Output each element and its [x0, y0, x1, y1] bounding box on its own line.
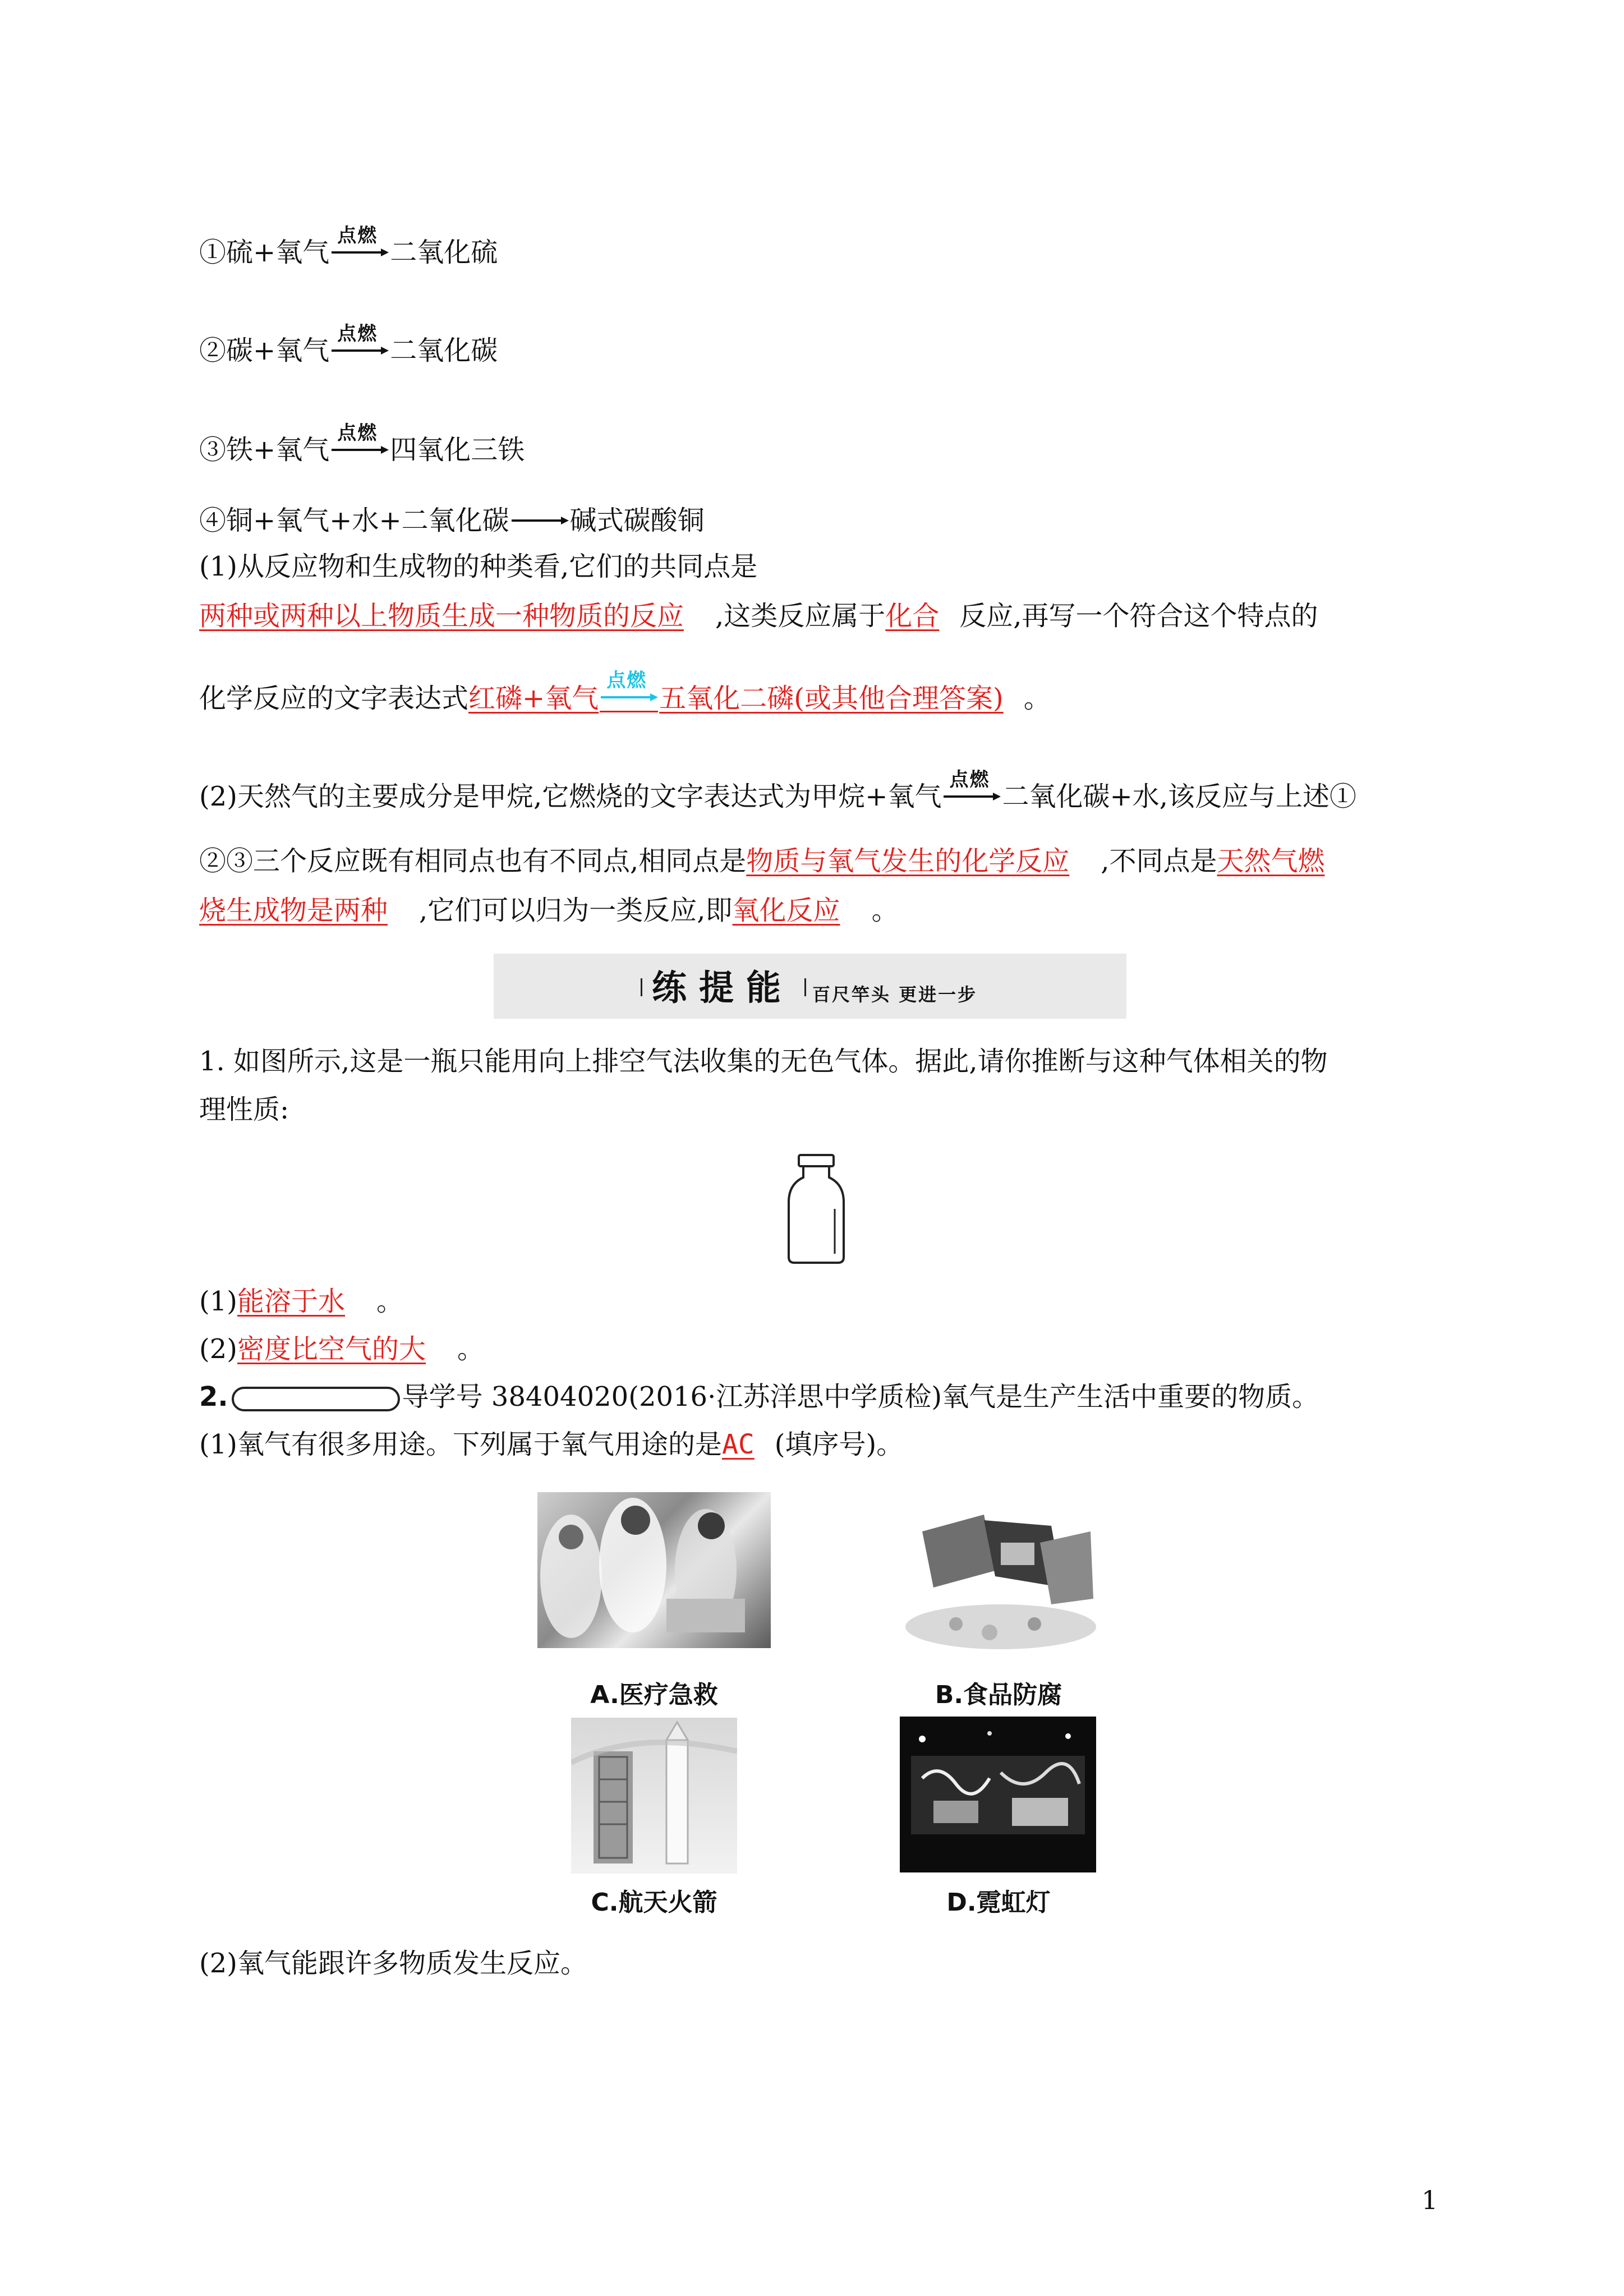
- reaction-arrow-icon: [600, 669, 658, 712]
- equation-1: [199, 224, 498, 269]
- equation-rhs: 二氧化碳: [390, 335, 498, 366]
- equation-rhs: 四氧化三铁: [390, 434, 525, 466]
- question-text: 。: [457, 1333, 485, 1365]
- answer-label: (1): [199, 1286, 237, 1317]
- question-text: 反应,再写一个符合这个特点的: [959, 600, 1318, 632]
- food-preservation-image: [900, 1509, 1096, 1655]
- neon-light-image: [900, 1717, 1096, 1872]
- answer-equation-rhs: 五氧化二磷(或其他合理答案): [659, 683, 1004, 714]
- problem-2-sub1: [199, 1428, 903, 1461]
- equation-rhs: 二氧化硫: [390, 237, 498, 268]
- question-2-line1: [199, 768, 1356, 813]
- answer-equation-lhs: 红磷+氧气: [468, 683, 599, 714]
- equation-lhs: ③铁+氧气: [199, 434, 330, 466]
- answer-difference: 天然气燃: [1217, 845, 1325, 877]
- answer-property: 能溶于水: [237, 1286, 346, 1317]
- answer-similarity: 物质与氧气发生的化学反应: [746, 845, 1070, 877]
- divider: [804, 978, 806, 996]
- equation-2: [199, 322, 498, 367]
- answer-reaction-class: 氧化反应: [732, 895, 840, 926]
- answer-difference: 烧生成物是两种: [199, 895, 388, 926]
- equation-lhs: ④铜+氧气+水+二氧化碳: [199, 505, 509, 536]
- answer-label: (2): [199, 1333, 237, 1365]
- question-text: (填序号)。: [774, 1429, 904, 1460]
- question-1-text: (1)从反应物和生成物的种类看,它们的共同点是: [199, 551, 758, 582]
- reaction-arrow-icon: [510, 512, 569, 534]
- answer-reaction-type: 化合: [885, 600, 940, 632]
- reaction-arrow-icon: [330, 322, 389, 364]
- option-b-caption: B.食品防腐: [935, 1681, 1062, 1709]
- medical-rescue-image: [537, 1492, 771, 1648]
- arrow-condition: 点燃: [337, 322, 378, 345]
- equation-4: [199, 504, 705, 537]
- answer-common-feature: 两种或两种以上物质生成一种物质的反应: [199, 600, 684, 632]
- answer-property: 密度比空气的大: [237, 1333, 426, 1365]
- reaction-arrow-icon: [330, 224, 389, 266]
- problem-1-answer-1: [199, 1285, 403, 1318]
- question-text: 。: [376, 1286, 404, 1317]
- question-text: 。: [871, 895, 899, 926]
- guide-badge: [232, 1387, 400, 1411]
- problem-1-stem: 1. 如图所示,这是一瓶只能用向上排空气法收集的无色气体。据此,请你推断与这种气体相关的物: [199, 1046, 1328, 1077]
- option-a-caption: A.医疗急救: [590, 1681, 718, 1709]
- question-1-equation-line: [199, 669, 1051, 715]
- question-text: (2)天然气的主要成分是甲烷,它燃烧的文字表达式为甲烷+氧气: [199, 781, 942, 812]
- question-text: ,它们可以归为一类反应,即: [419, 895, 733, 926]
- section-banner: [494, 954, 1126, 1019]
- reaction-arrow-icon: [330, 421, 389, 463]
- question-1-answer-line: [199, 599, 1318, 633]
- gas-bottle-icon: [785, 1153, 847, 1265]
- reaction-arrow-icon: [942, 768, 1001, 810]
- question-text: (1)氧气有很多用途。下列属于氧气用途的是: [199, 1429, 722, 1460]
- problem-1-answer-2: [199, 1332, 484, 1366]
- section-title: 练提能: [652, 967, 794, 1008]
- option-d-caption: D.霓虹灯: [946, 1888, 1051, 1917]
- option-c-caption: C.航天火箭: [591, 1888, 717, 1917]
- problem-1-stem: 理性质:: [199, 1094, 289, 1125]
- space-rocket-image: [571, 1718, 737, 1874]
- question-text: ,这类反应属于: [715, 600, 886, 632]
- question-2-line2: [199, 844, 1325, 878]
- question-text: ②③三个反应既有相同点也有不同点,相同点是: [199, 845, 747, 877]
- problem-2-text: 导学号 38404020(2016·江苏洋思中学质检)氧气是生产生活中重要的物质。: [402, 1381, 1319, 1412]
- page-number: 1: [1421, 2185, 1438, 2215]
- problem-2-stem: [199, 1380, 1319, 1414]
- arrow-condition: 点燃: [606, 669, 647, 692]
- question-text: 化学反应的文字表达式: [199, 683, 469, 714]
- divider: [641, 978, 642, 996]
- arrow-condition: 点燃: [337, 421, 378, 444]
- equation-rhs: 碱式碳酸铜: [569, 505, 705, 536]
- equation-lhs: ①硫+氧气: [199, 237, 330, 268]
- equation-lhs: ②碳+氧气: [199, 335, 330, 366]
- arrow-condition: 点燃: [337, 224, 378, 247]
- equation-3: [199, 421, 525, 467]
- answer-options: AC: [722, 1429, 755, 1460]
- question-text: 。: [1023, 683, 1051, 714]
- problem-2-sub2: (2)氧气能跟许多物质发生反应。: [199, 1948, 587, 1979]
- section-subtitle: 百尺竿头 更进一步: [812, 984, 978, 1005]
- question-text: ,不同点是: [1101, 845, 1217, 877]
- question-text: 二氧化碳+水,该反应与上述①: [1002, 781, 1356, 812]
- arrow-condition: 点燃: [949, 768, 990, 791]
- problem-number: 2.: [199, 1381, 228, 1412]
- question-2-line3: [199, 894, 899, 927]
